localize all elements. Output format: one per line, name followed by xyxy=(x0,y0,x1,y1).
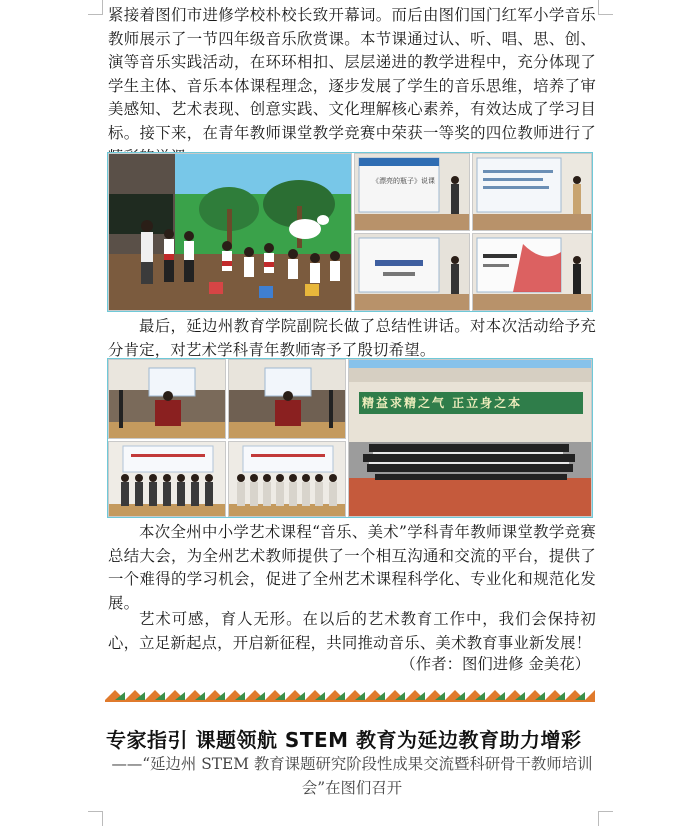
photo-speaker-2 xyxy=(228,359,346,439)
author-credit: （作者：图们进修 金美花） xyxy=(400,655,590,673)
speaker-podium-illustration-2 xyxy=(229,360,346,439)
banner-text: 精益求精之气 正立身之本 xyxy=(362,396,523,410)
lecture-hall-illustration-4 xyxy=(473,234,592,311)
award-group-illustration-2 xyxy=(229,442,346,517)
classroom-illustration xyxy=(109,154,352,311)
photo-lecture-slide-1 xyxy=(354,153,470,231)
article-headline: 专家指引 课题领航 STEM 教育为延边教育助力增彩 xyxy=(106,728,582,752)
lecture-hall-illustration-2 xyxy=(473,154,592,231)
crop-mark-top-right xyxy=(598,0,613,15)
decorative-divider xyxy=(105,688,595,702)
lecture-hall-illustration xyxy=(355,154,470,231)
photo-lecture-slide-3 xyxy=(354,233,470,311)
speaker-podium-illustration xyxy=(109,360,226,439)
photo-classroom-performance xyxy=(108,153,352,311)
photo-lecture-slide-2 xyxy=(472,153,592,231)
paragraph-summary: 本次全州中小学艺术课程“音乐、美术”学科青年教师课堂教学竞赛总结大会，为全州艺术教师提供了一个相互沟通和交流的平台，提供了一个难得的学习机会，促进了全州艺术课程科学化、专业化和规范化发展。 xyxy=(108,523,596,612)
photo-group-outdoor xyxy=(348,359,592,517)
photo-lecture-slide-4 xyxy=(472,233,592,311)
paragraph-closing-speech: 最后，延边州教育学院副院长做了总结性讲话。对本次活动给予充分肯定，对艺术学科青年教师寄予了殷切希望。 xyxy=(108,317,596,359)
photo-speaker-1 xyxy=(108,359,226,439)
award-group-illustration xyxy=(109,442,226,517)
group-photo-illustration xyxy=(349,360,592,517)
article-subtitle: ——“延边州 STEM 教育课题研究阶段性成果交流暨科研骨干教师培训会”在图们召开 xyxy=(111,755,593,797)
paragraph-opening: 紧接着图们市进修学校朴校长致开幕词。而后由图们国门红军小学音乐教师展示了一节四年级音乐欣赏课。本节课通过认、听、唱、思、创、演等音乐实践活动，在环环相扣、层层递进的教学进程中，充分体现了学生主体、音乐本体课程理念，逐步发展了学生的音乐思维，培养了审美感知、艺术表现、创意实践、文化理解核心素养，有效达成了学习目标。接下来，在青年教师课堂教学竞赛中荣获一等奖的四位教师进行了 xyxy=(108,6,596,142)
lecture-slide-title: 《漂亮的瓶子》说课 xyxy=(372,177,435,185)
photo-award-group-1 xyxy=(108,441,226,517)
paragraph-outlook: 艺术可感，育人无形。在以后的艺术教育工作中，我们会保持初心，立足新起点，开启新征程，共同推动音乐、美术教育事业新发展！ xyxy=(108,610,596,652)
photo-award-group-2 xyxy=(228,441,346,517)
lecture-hall-illustration-3 xyxy=(355,234,470,311)
crop-mark-bottom-right xyxy=(598,811,613,826)
crop-mark-bottom-left xyxy=(88,811,103,826)
crop-mark-top-left xyxy=(88,0,103,15)
